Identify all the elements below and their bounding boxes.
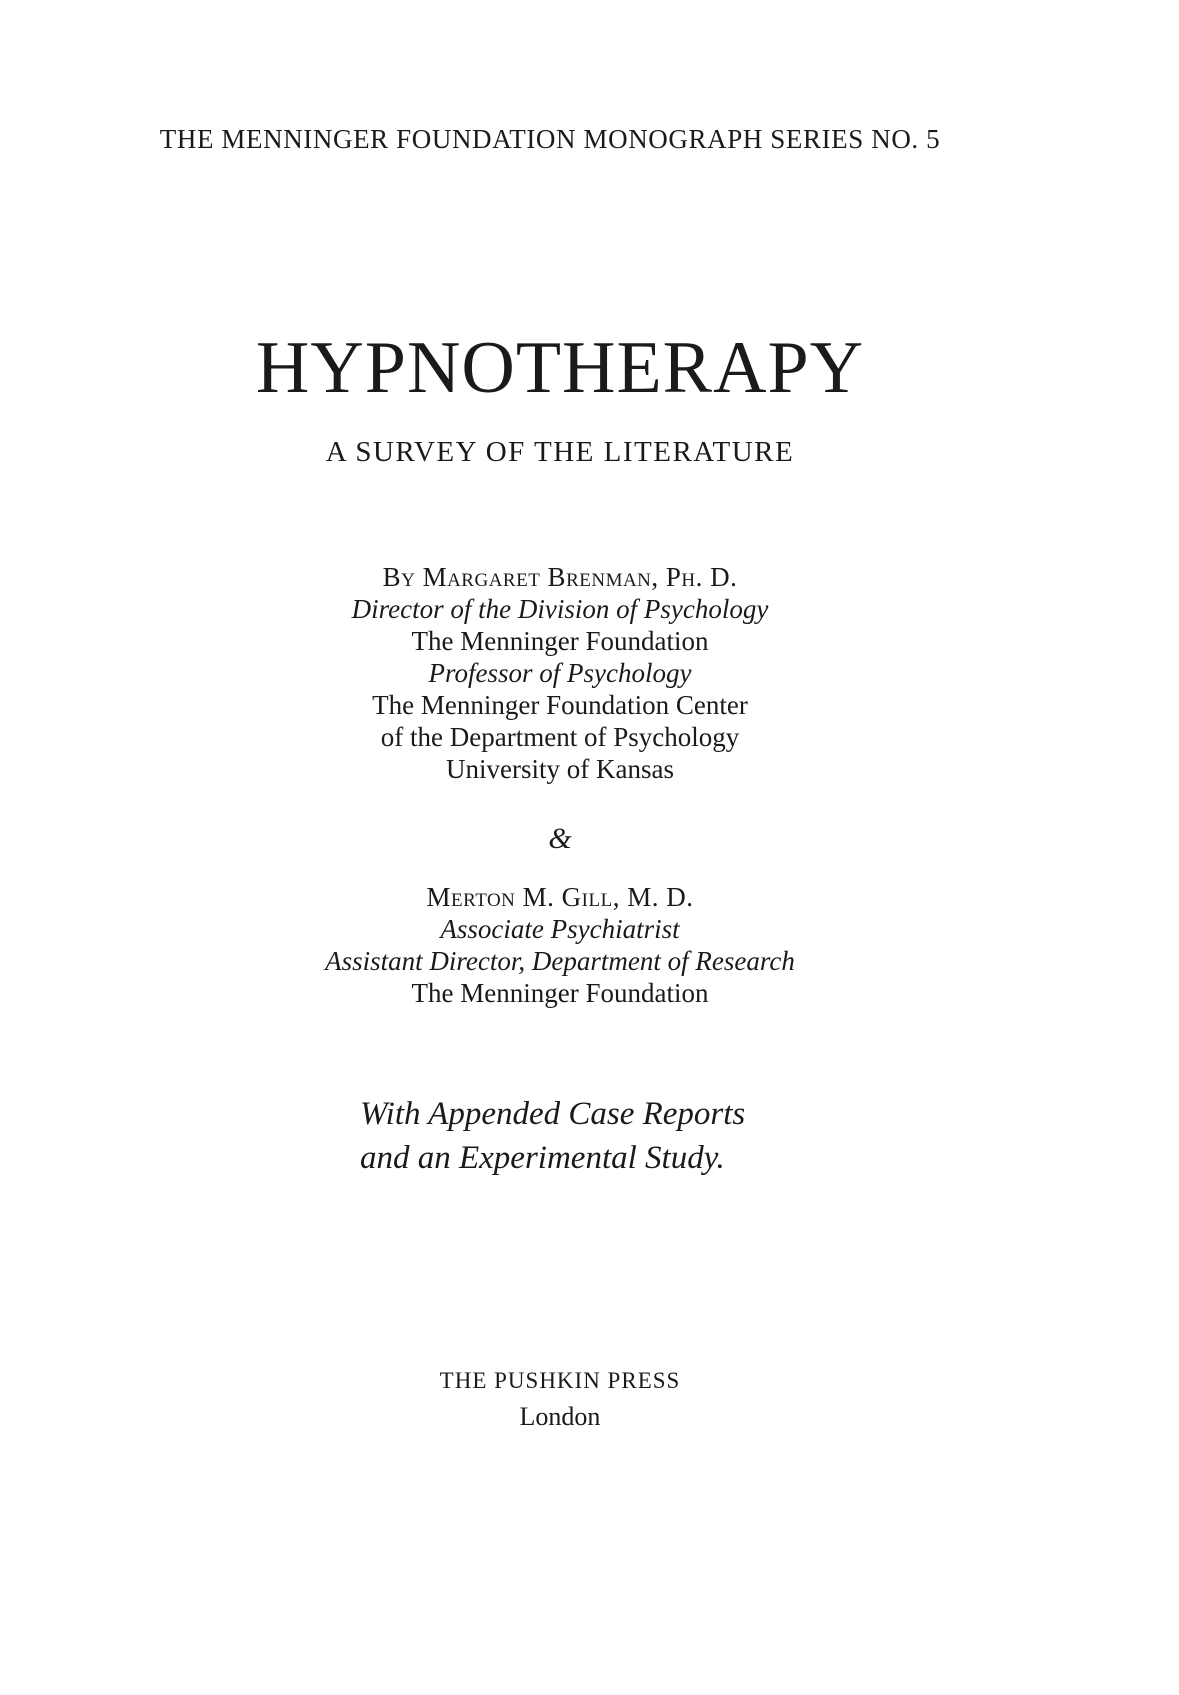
appended-line-1: With Appended Case Reports	[360, 1096, 746, 1132]
author1-name: Margaret Brenman, Ph. D.	[422, 562, 738, 592]
author2-name: Merton M. Gill, M. D.	[426, 882, 694, 912]
publisher-name: THE PUSHKIN PRESS	[439, 1368, 681, 1393]
publisher-city: London	[519, 1402, 601, 1431]
author1-role-1: Director of the Division of Psychology	[351, 594, 769, 624]
author2-org: The Menninger Foundation	[411, 978, 709, 1008]
author2-role-1: Associate Psychiatrist	[440, 914, 680, 944]
author1-role-2: Professor of Psychology	[428, 658, 692, 688]
appended-line-2: and an Experimental Study.	[360, 1140, 725, 1176]
author1-org-3: of the Department of Psychology	[380, 722, 740, 752]
author1-org-4: University of Kansas	[446, 754, 674, 784]
byline-prefix: By	[382, 562, 423, 592]
series-heading: THE MENNINGER FOUNDATION MONOGRAPH SERIES NO. 5	[159, 124, 941, 154]
book-title: HYPNOTHERAPY	[255, 327, 865, 409]
author1-byline	[0, 562, 1120, 593]
author1-org-2: The Menninger Foundation Center	[372, 690, 748, 720]
ampersand: &	[548, 822, 572, 855]
author2-role-2: Assistant Director, Department of Research	[325, 946, 795, 976]
book-subtitle: A SURVEY OF THE LITERATURE	[325, 436, 795, 468]
author1-org-1: The Menninger Foundation	[411, 626, 709, 656]
